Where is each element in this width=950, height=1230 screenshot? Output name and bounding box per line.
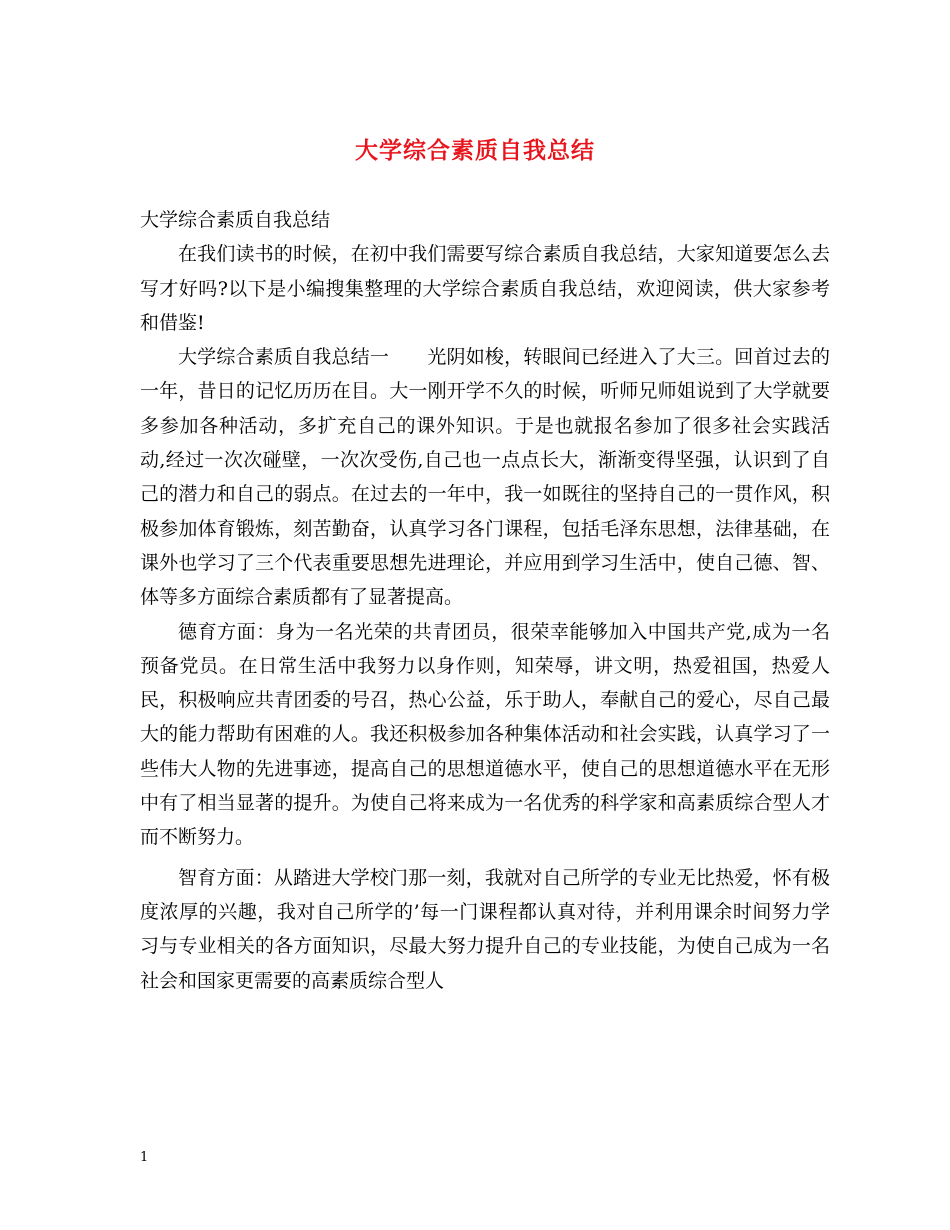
section-heading: 大学综合素质自我总结 — [140, 209, 331, 231]
document-title: 大学综合素质自我总结 — [355, 137, 595, 164]
page-number: 1 — [140, 1150, 149, 1165]
paragraph-summary-one: 大学综合素质自我总结一 光阴如梭，转眼间已经进入了大三。回首过去的一年，昔日的记忆历历在目。大一刚开学不久的时候，听师兄师姐说到了大学就要多参加各种活动，多扩充自己的课外知识。于是也就报名参加了很多社会实践活动,经过一次次碰壁，一次次受伤,自己也一点点长大，渐渐变得坚强，认识到了自己的潜力和自己的弱点。在过去的一年中，我一如既往的坚持自己的一贯作风，积极参加体育锻炼，刻苦勤奋，认真学习各门课程，包括毛泽东思想，法律基础，在课外也学习了三个代表重要思想先进理论，并应用到学习生活中，使自己德、智、体等多方面综合素质都有了显著提高。 — [140, 346, 830, 609]
paragraph-intro: 在我们读书的时候，在初中我们需要写综合素质自我总结，大家知道要怎么去写才好吗?以下是小编搜集整理的大学综合素质自我总结，欢迎阅读，供大家参考和借鉴! — [140, 243, 830, 334]
paragraph-intellectual-education: 智育方面：从踏进大学校门那一刻，我就对自己所学的专业无比热爱，怀有极度浓厚的兴趣，我对自己所学的’每一门课程都认真对待，并利用课余时间努力学习与专业相关的各方面知识，尽最大努力提升自己的专业技能，为使自己成为一名社会和国家更需要的高素质综合型人 — [140, 866, 830, 992]
document-body — [140, 203, 830, 998]
paragraph-moral-education: 德育方面：身为一名光荣的共青团员，很荣幸能够加入中国共产党,成为一名预备党员。在日常生活中我努力以身作则，知荣辱，讲文明，热爱祖国，热爱人民，积极响应共青团委的号召，热心公益，乐于助人，奉献自己的爱心，尽自己最大的能力帮助有困难的人。我还积极参加各种集体活动和社会实践，认真学习了一些伟大人物的先进事迹，提高自己的思想道德水平，使自己的思想道德水平在无形中有了相当显著的提升。为使自己将来成为一名优秀的科学家和高素质综合型人才而不断努力。 — [140, 620, 830, 849]
